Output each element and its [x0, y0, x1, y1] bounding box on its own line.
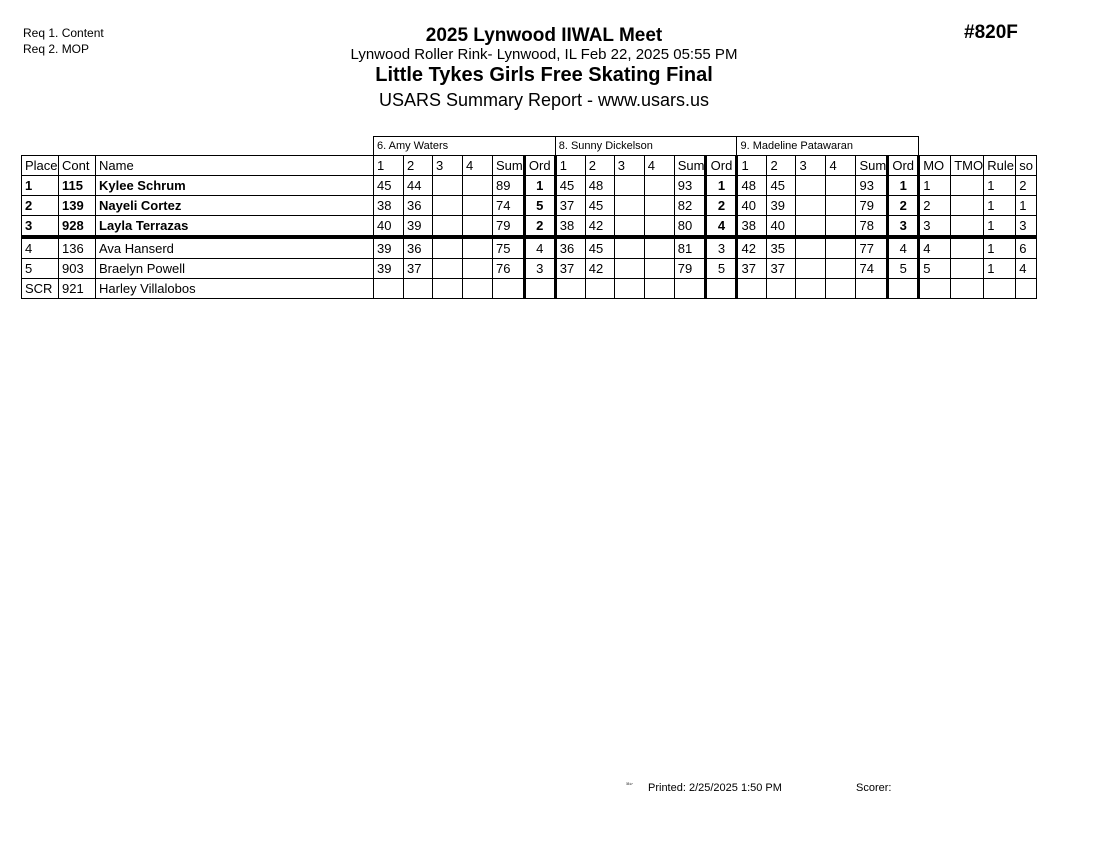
ordinal-cell: 4	[524, 237, 555, 259]
sum-cell: 79	[674, 259, 706, 279]
column-header-rule: Rule	[984, 156, 1016, 176]
tmo-cell	[951, 279, 984, 299]
score-cell	[644, 196, 674, 216]
score-cell	[463, 279, 493, 299]
score-cell: 37	[555, 259, 585, 279]
sum-cell: 82	[674, 196, 706, 216]
column-header-judge-2: 2	[404, 156, 433, 176]
skater-name-cell: Nayeli Cortez	[96, 196, 374, 216]
place-cell: 2	[22, 196, 59, 216]
ordinal-cell: 5	[524, 196, 555, 216]
venue-line: Lynwood Roller Rink- Lynwood, IL Feb 22, 2025 05:55 PM	[350, 46, 738, 63]
rule-cell: 1	[984, 176, 1016, 196]
score-cell: 44	[404, 176, 433, 196]
mo-cell: 3	[919, 216, 951, 238]
score-cell: 45	[585, 196, 614, 216]
ordinal-cell	[524, 279, 555, 299]
ordinal-cell: 3	[524, 259, 555, 279]
score-cell	[555, 279, 585, 299]
mo-cell: 2	[919, 196, 951, 216]
skater-name-cell: Layla Terrazas	[96, 216, 374, 238]
score-cell	[614, 237, 644, 259]
score-cell	[796, 259, 826, 279]
contestant-number-cell: 139	[59, 196, 96, 216]
score-cell	[644, 237, 674, 259]
score-cell	[463, 176, 493, 196]
score-cell	[614, 196, 644, 216]
score-cell	[796, 279, 826, 299]
score-cell	[433, 216, 463, 238]
score-cell: 38	[737, 216, 767, 238]
sum-cell: 81	[674, 237, 706, 259]
tmo-cell	[951, 176, 984, 196]
score-cell: 38	[374, 196, 404, 216]
scorer-label: Scorer:	[856, 782, 892, 794]
score-cell: 39	[374, 237, 404, 259]
contestant-number-cell: 921	[59, 279, 96, 299]
ordinal-cell: 4	[706, 216, 737, 238]
score-cell	[826, 216, 856, 238]
judge-name: 6. Amy Waters	[374, 137, 556, 156]
sum-cell: 93	[856, 176, 888, 196]
score-cell	[796, 176, 826, 196]
sum-cell: 80	[674, 216, 706, 238]
score-cell: 39	[374, 259, 404, 279]
score-cell: 40	[737, 196, 767, 216]
column-header-judge-3: 3	[796, 156, 826, 176]
skater-name-cell: Harley Villalobos	[96, 279, 374, 299]
footer-code: ³³¹⁷	[626, 782, 633, 788]
score-cell: 40	[374, 216, 404, 238]
score-cell: 40	[767, 216, 796, 238]
rule-cell: 1	[984, 216, 1016, 238]
rule-cell: 1	[984, 196, 1016, 216]
column-header-tmo: TMO	[951, 156, 984, 176]
mo-cell: 5	[919, 259, 951, 279]
column-header-judge-1: 1	[374, 156, 404, 176]
score-cell: 39	[404, 216, 433, 238]
score-cell: 45	[374, 176, 404, 196]
score-cell	[463, 259, 493, 279]
sum-cell: 77	[856, 237, 888, 259]
table-row	[22, 237, 1037, 259]
table-row	[22, 279, 1037, 299]
results-table	[21, 136, 1037, 299]
ordinal-cell: 1	[706, 176, 737, 196]
column-header-judge-3: 3	[433, 156, 463, 176]
column-header-mo: MO	[919, 156, 951, 176]
so-cell: 4	[1016, 259, 1037, 279]
ordinal-cell: 1	[888, 176, 919, 196]
score-cell	[585, 279, 614, 299]
ordinal-cell	[888, 279, 919, 299]
column-header-row	[22, 156, 1037, 176]
contestant-number-cell: 115	[59, 176, 96, 196]
judges-row	[22, 137, 1037, 156]
printed-date: Printed: 2/25/2025 1:50 PM	[648, 782, 782, 794]
contestant-number-cell: 928	[59, 216, 96, 238]
column-header-judge-1: 1	[555, 156, 585, 176]
rule-cell: 1	[984, 237, 1016, 259]
sum-cell: 78	[856, 216, 888, 238]
score-cell	[614, 216, 644, 238]
score-cell: 36	[555, 237, 585, 259]
place-cell: 3	[22, 216, 59, 238]
score-cell: 35	[767, 237, 796, 259]
score-cell: 48	[585, 176, 614, 196]
skater-name-cell: Braelyn Powell	[96, 259, 374, 279]
ordinal-cell: 2	[706, 196, 737, 216]
score-cell	[644, 176, 674, 196]
report-title: USARS Summary Report - www.usars.us	[378, 90, 710, 110]
table-row	[22, 259, 1037, 279]
score-cell	[796, 237, 826, 259]
sum-cell: 76	[493, 259, 525, 279]
ordinal-cell: 2	[524, 216, 555, 238]
column-header-so: so	[1016, 156, 1037, 176]
score-cell	[796, 216, 826, 238]
sum-cell: 75	[493, 237, 525, 259]
score-cell	[404, 279, 433, 299]
column-header-judge-ord: Ord	[524, 156, 555, 176]
contestant-number-cell: 903	[59, 259, 96, 279]
judge-name: 9. Madeline Patawaran	[737, 137, 919, 156]
score-cell	[826, 259, 856, 279]
score-cell: 37	[555, 196, 585, 216]
sum-cell: 89	[493, 176, 525, 196]
score-cell: 48	[737, 176, 767, 196]
so-cell: 6	[1016, 237, 1037, 259]
event-title: Little Tykes Girls Free Skating Final	[375, 64, 713, 86]
rule-cell: 1	[984, 259, 1016, 279]
tmo-cell	[951, 237, 984, 259]
judge-name: 8. Sunny Dickelson	[555, 137, 737, 156]
skater-name-cell: Kylee Schrum	[96, 176, 374, 196]
score-cell	[644, 279, 674, 299]
score-cell	[826, 279, 856, 299]
column-header-judge-sum: Sum	[856, 156, 888, 176]
score-cell	[433, 279, 463, 299]
score-cell	[374, 279, 404, 299]
requirement-2: Req 2. MOP	[23, 42, 90, 56]
table-row	[22, 196, 1037, 216]
score-cell	[826, 237, 856, 259]
sum-cell: 93	[674, 176, 706, 196]
column-header-judge-2: 2	[585, 156, 614, 176]
score-cell: 36	[404, 237, 433, 259]
table-row	[22, 216, 1037, 238]
score-cell	[737, 279, 767, 299]
so-cell: 1	[1016, 196, 1037, 216]
score-cell	[614, 279, 644, 299]
meet-title: 2025 Lynwood IIWAL Meet	[425, 25, 663, 46]
ordinal-cell: 2	[888, 196, 919, 216]
event-code: #820F	[964, 22, 1018, 43]
so-cell: 2	[1016, 176, 1037, 196]
score-cell: 36	[404, 196, 433, 216]
score-cell	[796, 196, 826, 216]
score-cell	[463, 237, 493, 259]
score-cell: 37	[737, 259, 767, 279]
score-cell	[463, 216, 493, 238]
score-cell: 42	[737, 237, 767, 259]
score-cell	[433, 176, 463, 196]
score-cell	[826, 196, 856, 216]
sum-cell	[674, 279, 706, 299]
column-header-judge-4: 4	[826, 156, 856, 176]
score-cell: 42	[585, 216, 614, 238]
sum-cell	[856, 279, 888, 299]
score-cell: 38	[555, 216, 585, 238]
contestant-number-cell: 136	[59, 237, 96, 259]
table-row	[22, 176, 1037, 196]
column-header-judge-3: 3	[614, 156, 644, 176]
column-header-place: Place	[22, 156, 59, 176]
sum-cell: 79	[856, 196, 888, 216]
ordinal-cell: 3	[706, 237, 737, 259]
score-cell	[644, 259, 674, 279]
requirement-1: Req 1. Content	[23, 26, 104, 40]
rule-cell	[984, 279, 1016, 299]
ordinal-cell: 3	[888, 216, 919, 238]
place-cell: 5	[22, 259, 59, 279]
place-cell: 4	[22, 237, 59, 259]
score-cell	[826, 176, 856, 196]
score-cell	[433, 237, 463, 259]
score-cell: 45	[585, 237, 614, 259]
column-header-judge-sum: Sum	[493, 156, 525, 176]
score-cell: 42	[585, 259, 614, 279]
column-header-judge-sum: Sum	[674, 156, 706, 176]
column-header-judge-ord: Ord	[888, 156, 919, 176]
column-header-judge-2: 2	[767, 156, 796, 176]
score-cell	[767, 279, 796, 299]
column-header-name: Name	[96, 156, 374, 176]
score-cell	[433, 196, 463, 216]
column-header-judge-1: 1	[737, 156, 767, 176]
ordinal-cell: 5	[888, 259, 919, 279]
score-cell	[614, 176, 644, 196]
skater-name-cell: Ava Hanserd	[96, 237, 374, 259]
score-cell	[433, 259, 463, 279]
column-header-judge-ord: Ord	[706, 156, 737, 176]
score-cell: 45	[555, 176, 585, 196]
column-header-judge-4: 4	[463, 156, 493, 176]
mo-cell	[919, 279, 951, 299]
tmo-cell	[951, 259, 984, 279]
score-cell: 45	[767, 176, 796, 196]
sum-cell: 79	[493, 216, 525, 238]
sum-cell: 74	[856, 259, 888, 279]
sum-cell: 74	[493, 196, 525, 216]
mo-cell: 4	[919, 237, 951, 259]
ordinal-cell: 4	[888, 237, 919, 259]
score-cell	[614, 259, 644, 279]
ordinal-cell: 5	[706, 259, 737, 279]
place-cell: 1	[22, 176, 59, 196]
score-cell: 39	[767, 196, 796, 216]
column-header-cont: Cont	[59, 156, 96, 176]
place-cell: SCR	[22, 279, 59, 299]
sum-cell	[493, 279, 525, 299]
mo-cell: 1	[919, 176, 951, 196]
column-header-judge-4: 4	[644, 156, 674, 176]
so-cell	[1016, 279, 1037, 299]
score-cell: 37	[767, 259, 796, 279]
score-cell: 37	[404, 259, 433, 279]
ordinal-cell	[706, 279, 737, 299]
tmo-cell	[951, 216, 984, 238]
so-cell: 3	[1016, 216, 1037, 238]
score-cell	[463, 196, 493, 216]
tmo-cell	[951, 196, 984, 216]
score-cell	[644, 216, 674, 238]
ordinal-cell: 1	[524, 176, 555, 196]
